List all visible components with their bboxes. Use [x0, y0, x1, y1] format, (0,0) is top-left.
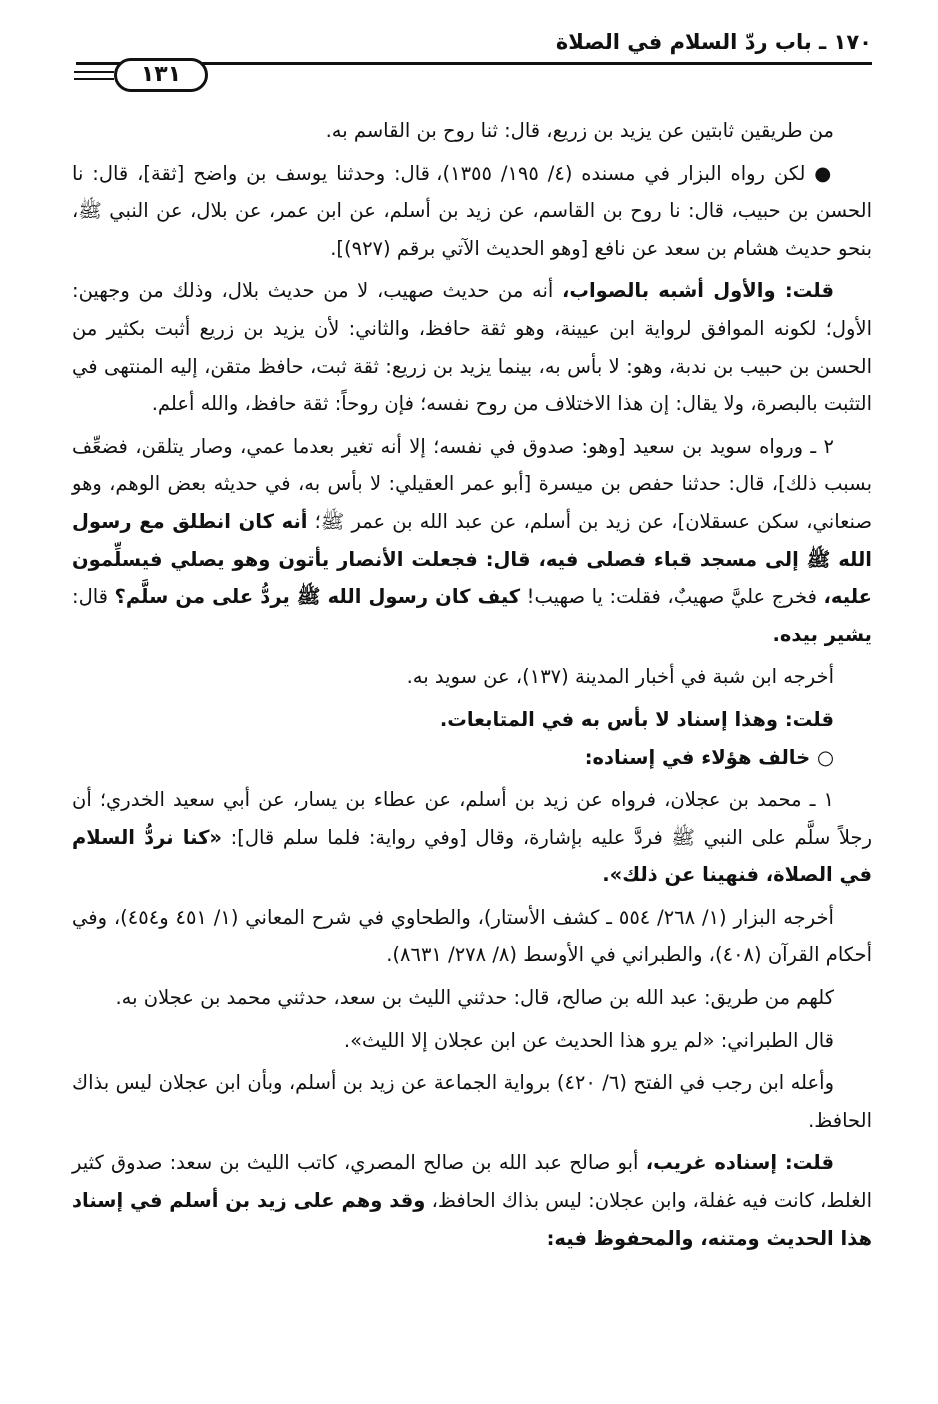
paragraph	[72, 658, 872, 696]
paragraph	[72, 272, 872, 422]
bold-text-run: يشير بيده.	[772, 622, 872, 646]
bold-text-run: أنه كان انطلق مع رسول الله ﷺ إلى مسجد قباء فصلى فيه، قال: فجعلت الأنصار يأتون وهو يصلي فيسلِّمون عليه،	[72, 509, 872, 609]
text-run: وأعله ابن رجب في الفتح (٦/ ٤٢٠) برواية الجماعة عن زيد بن أسلم، وبأن ابن عجلان ليس بذاك الحافظ.	[72, 1071, 872, 1132]
paragraph	[72, 899, 872, 974]
text-run: ● لكن رواه البزار في مسنده (٤/ ١٩٥/ ١٣٥٥)، قال: وحدثنا يوسف بن واضح [ثقة]، قال: نا الحسن بن حبيب، قال: نا روح بن القاسم، عن زيد بن أسلم، عن ابن عمر، عن بلال، عن النبي ﷺ، بنحو حديث هشام بن سعد عن نافع [وهو الحديث الآتي برقم (٩٢٧)].	[72, 161, 872, 260]
text-run: أبو صالح عبد الله بن صالح المصري، كاتب الليث بن سعد: صدوق كثير الغلط، كانت فيه غفلة، وابن عجلان: ليس بذاك الحافظ،	[72, 1151, 872, 1213]
text-run: قال:	[72, 585, 115, 609]
paragraph	[72, 428, 872, 654]
chapter-title: ١٧٠ ـ باب ردّ السلام في الصلاة	[555, 30, 872, 54]
paragraph	[72, 701, 872, 739]
paragraph	[72, 979, 872, 1017]
bold-text-run: قلت: إسناده غريب،	[645, 1151, 834, 1175]
bold-text-run: ○ خالف هؤلاء في إسناده:	[584, 745, 834, 769]
paragraph	[72, 112, 872, 150]
bold-text-run: قلت: والأول أشبه بالصواب،	[561, 279, 834, 303]
body-text	[72, 112, 872, 1257]
bold-text-run: قلت: وهذا إسناد لا بأس به في المتابعات.	[439, 707, 834, 731]
paragraph	[72, 1064, 872, 1139]
bold-text-run: «كنا نردُّ السلام في الصلاة، فنهينا عن ذلك».	[72, 825, 872, 887]
paragraph	[72, 1144, 872, 1257]
text-run: من طريقين ثابتين عن يزيد بن زريع، قال: ثنا روح بن القاسم به.	[325, 119, 834, 142]
text-run: ١ ـ محمد بن عجلان، فرواه عن زيد بن أسلم، عن عطاء بن يسار، عن أبي سعيد الخدري؛ أن رجلاً سلَّم على النبي ﷺ فردَّ عليه بإشارة، وقال [وفي رواية: فلما سلم قال]:	[72, 788, 873, 849]
text-run: أخرجه ابن شبة في أخبار المدينة (١٣٧)، عن سويد به.	[406, 665, 834, 689]
page-number-badge: ١٣١	[114, 58, 208, 92]
text-run: فخرج عليَّ صهيبٌ، فقلت: يا صهيب!	[520, 585, 824, 609]
bold-text-run: وقد وهم على زيد بن أسلم في إسناد هذا الحديث ومتنه، والمحفوظ فيه:	[72, 1189, 872, 1250]
header-rule-ornament	[74, 71, 114, 80]
bold-text-run: كيف كان رسول الله ﷺ يردُّ على من سلَّم؟	[114, 585, 521, 609]
paragraph	[72, 1022, 872, 1060]
paragraph	[72, 781, 872, 894]
text-run: كلهم من طريق: عبد الله بن صالح، قال: حدثني الليث بن سعد، حدثني محمد بن عجلان به.	[115, 986, 834, 1010]
text-run: ٢ ـ ورواه سويد بن سعيد [وهو: صدوق في نفسه؛ إلا أنه تغير بعدما عمي، وصار يتلقن، فضعِّف بسبب ذلك]، قال: حدثنا حفص بن ميسرة [أبو عمر العقيلي: لا بأس به، في حديثه بعض الوهم، وهو صنعاني، سكن عسقلان]، عن زيد بن أسلم، عن عبد الله بن عمر ﷺ؛	[72, 434, 873, 533]
text-run: قال الطبراني: «لم يرو هذا الحديث عن ابن عجلان إلا الليث».	[343, 1028, 834, 1052]
text-run: أنه من حديث صهيب، لا من حديث بلال، وذلك من وجهين: الأول؛ لكونه الموافق لرواية ابن عيينة، وهو ثقة حافظ، والثاني: لأن يزيد بن زريع أثبت بكثير من الحسن بن حبيب بن ندبة، وهو: لا بأس به، بينما يزيد بن زريع: ثقة ثبت، حافظ متقن، إليه المنتهى في التثبت بالبصرة، ولا يقال: إن هذا الاختلاف من روح نفسه؛ فإن روحاً: ثقة حافظ، والله أعلم.	[72, 279, 872, 416]
paragraph	[72, 739, 872, 777]
paragraph	[72, 155, 872, 268]
text-run: أخرجه البزار (١/ ٢٦٨/ ٥٥٤ ـ كشف الأستار)، والطحاوي في شرح المعاني (١/ ٤٥١ و٤٥٤)، وفي أحكام القرآن (٤٠٨)، والطبراني في الأوسط (٨/ ٢٧٨/ ٨٦٣١).	[72, 905, 872, 967]
